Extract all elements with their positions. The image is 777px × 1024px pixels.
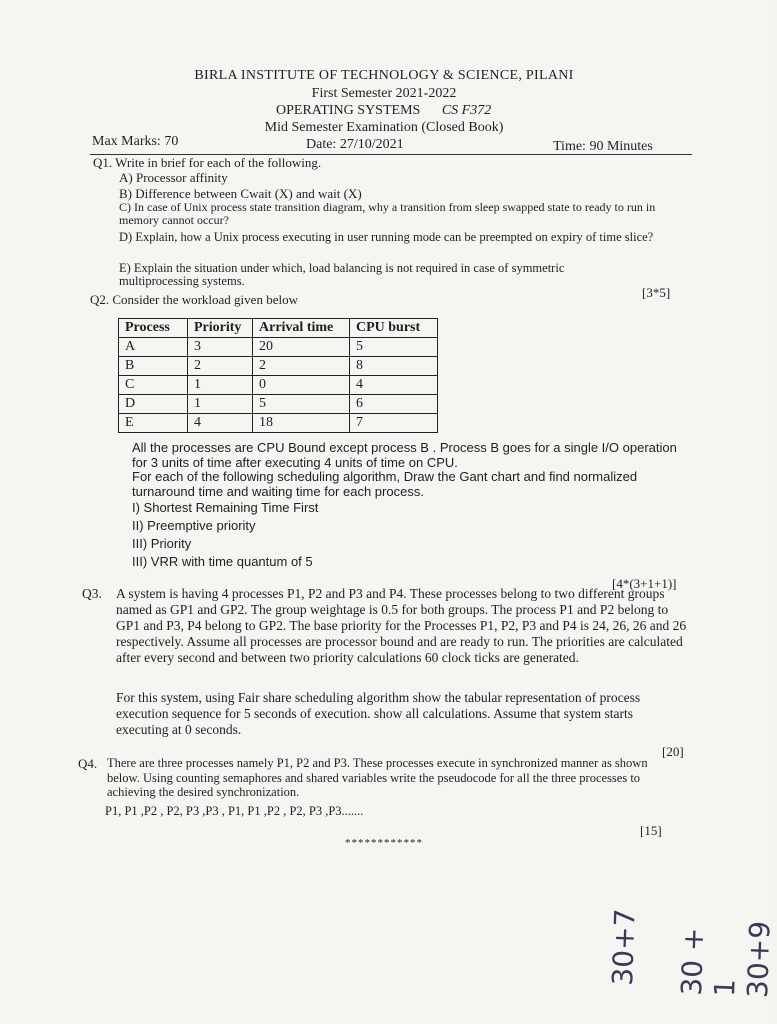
table-cell: A xyxy=(119,338,188,357)
q1-marks: [3*5] xyxy=(642,285,671,300)
q2-heading: Q2. Consider the workload given below xyxy=(90,292,298,307)
table-cell: 5 xyxy=(253,395,350,414)
table-cell: E xyxy=(119,414,188,433)
table-row xyxy=(119,357,438,376)
end-marker: ************ xyxy=(345,837,423,849)
handwritten-note-b: 30 + 1 30+9 xyxy=(675,920,777,999)
algorithm-preemptive-priority: II) Preemptive priority xyxy=(132,518,256,533)
table-cell: 1 xyxy=(188,395,253,414)
table-cell: 8 xyxy=(350,357,438,376)
handwritten-note-a: 30+7 xyxy=(606,908,642,987)
q2-marks: [4*(3+1+1)] xyxy=(612,576,677,591)
q2-instructions: For each of the following scheduling algorithm, Draw the Gant chart and find normalized turnaround time and waiting time for each process. xyxy=(132,469,638,499)
q1-item-c: C) In case of Unix process state transition diagram, why a transition from sleep swapped state to ready to run in memory cannot occur? xyxy=(119,200,656,227)
table-cell: 2 xyxy=(188,357,253,376)
q4-sequence: P1, P1 ,P2 , P2, P3 ,P3 , P1, P1 ,P2 , P2, P3 ,P3....... xyxy=(105,804,364,818)
table-cell: 2 xyxy=(253,357,350,376)
q3-text: A system is having 4 processes P1, P2 and P3 and P4. These processes belong to two different groups named as GP1 and GP2. The group weightage is 0.5 for both groups. The process P1 and P2 belong to GP1 and P3, P4 belong to GP2. The base priority for the Processes P1, P2, P3 and P4 is 24, 26, 26 and 26 respectively. Assume all processes are processor bound and are ready to run. The priorities are calculated after every second and between two priority calculations 60 clock ticks are generated. xyxy=(116,586,687,665)
institute-name: BIRLA INSTITUTE OF TECHNOLOGY & SCIENCE, PILANI xyxy=(194,68,574,83)
table-cell: C xyxy=(119,376,188,395)
max-marks: Max Marks: 70 xyxy=(92,134,179,149)
table-cell: D xyxy=(119,395,188,414)
col-burst: CPU burst xyxy=(350,319,438,338)
q4-label: Q4. xyxy=(78,756,98,771)
q1-item-d: D) Explain, how a Unix process executing in user running mode can be preempted on expiry of time slice? xyxy=(119,230,654,244)
q1-heading: Q1. Write in brief for each of the following. xyxy=(93,155,322,170)
q4-marks: [15] xyxy=(640,823,662,838)
q1-item-a: A) Processor affinity xyxy=(119,170,228,185)
table-row xyxy=(119,414,438,433)
course-code: CS F372 xyxy=(441,103,492,118)
exam-title: Mid Semester Examination (Closed Book) xyxy=(264,120,504,135)
table-cell: 4 xyxy=(188,414,253,433)
table-row xyxy=(119,376,438,395)
semester: First Semester 2021-2022 xyxy=(311,86,457,101)
q4-text: There are three processes namely P1, P2 and P3. These processes execute in synchronized manner as shown below. Using counting semaphores and shared variables write the pseudocode for all the three processes to achieving the desired synchronization. xyxy=(107,756,648,799)
table-cell: 3 xyxy=(188,338,253,357)
table-row xyxy=(119,395,438,414)
course-title xyxy=(276,103,491,119)
table-cell: 5 xyxy=(350,338,438,357)
q1-item-b: B) Difference between Cwait (X) and wait (X) xyxy=(119,186,362,201)
table-header-row xyxy=(119,319,438,338)
q1-item-e: E) Explain the situation under which, load balancing is not required in case of symmetric multiprocessing systems. xyxy=(119,261,565,288)
table-cell: 18 xyxy=(253,414,350,433)
table-cell: 0 xyxy=(253,376,350,395)
q3-text-2: For this system, using Fair share scheduling algorithm show the tabular representation of process execution sequence for 5 seconds of execution. show all calculations. Assume that system starts executing at 0 seconds. xyxy=(116,690,641,737)
q2-io-note: All the processes are CPU Bound except process B . Process B goes for a single I/O operation for 3 units of time after executing 4 units of time on CPU. xyxy=(132,440,677,470)
col-priority: Priority xyxy=(188,319,253,338)
col-process: Process xyxy=(119,319,188,338)
q3-label: Q3. xyxy=(82,586,102,601)
table-cell: 1 xyxy=(188,376,253,395)
col-arrival: Arrival time xyxy=(253,319,350,338)
table-cell: 4 xyxy=(350,376,438,395)
exam-date: Date: 27/10/2021 xyxy=(306,137,404,152)
workload-table xyxy=(118,318,438,433)
table-cell: 7 xyxy=(350,414,438,433)
table-row xyxy=(119,338,438,357)
algorithm-vrr: III) VRR with time quantum of 5 xyxy=(132,554,313,569)
algorithm-priority: III) Priority xyxy=(132,536,192,551)
q3-marks: [20] xyxy=(662,744,684,759)
table-cell: 6 xyxy=(350,395,438,414)
exam-time: Time: 90 Minutes xyxy=(553,139,653,154)
course-name: OPERATING SYSTEMS xyxy=(276,103,421,118)
table-cell: B xyxy=(119,357,188,376)
table-cell: 20 xyxy=(253,338,350,357)
algorithm-srtf: I) Shortest Remaining Time First xyxy=(132,500,319,515)
